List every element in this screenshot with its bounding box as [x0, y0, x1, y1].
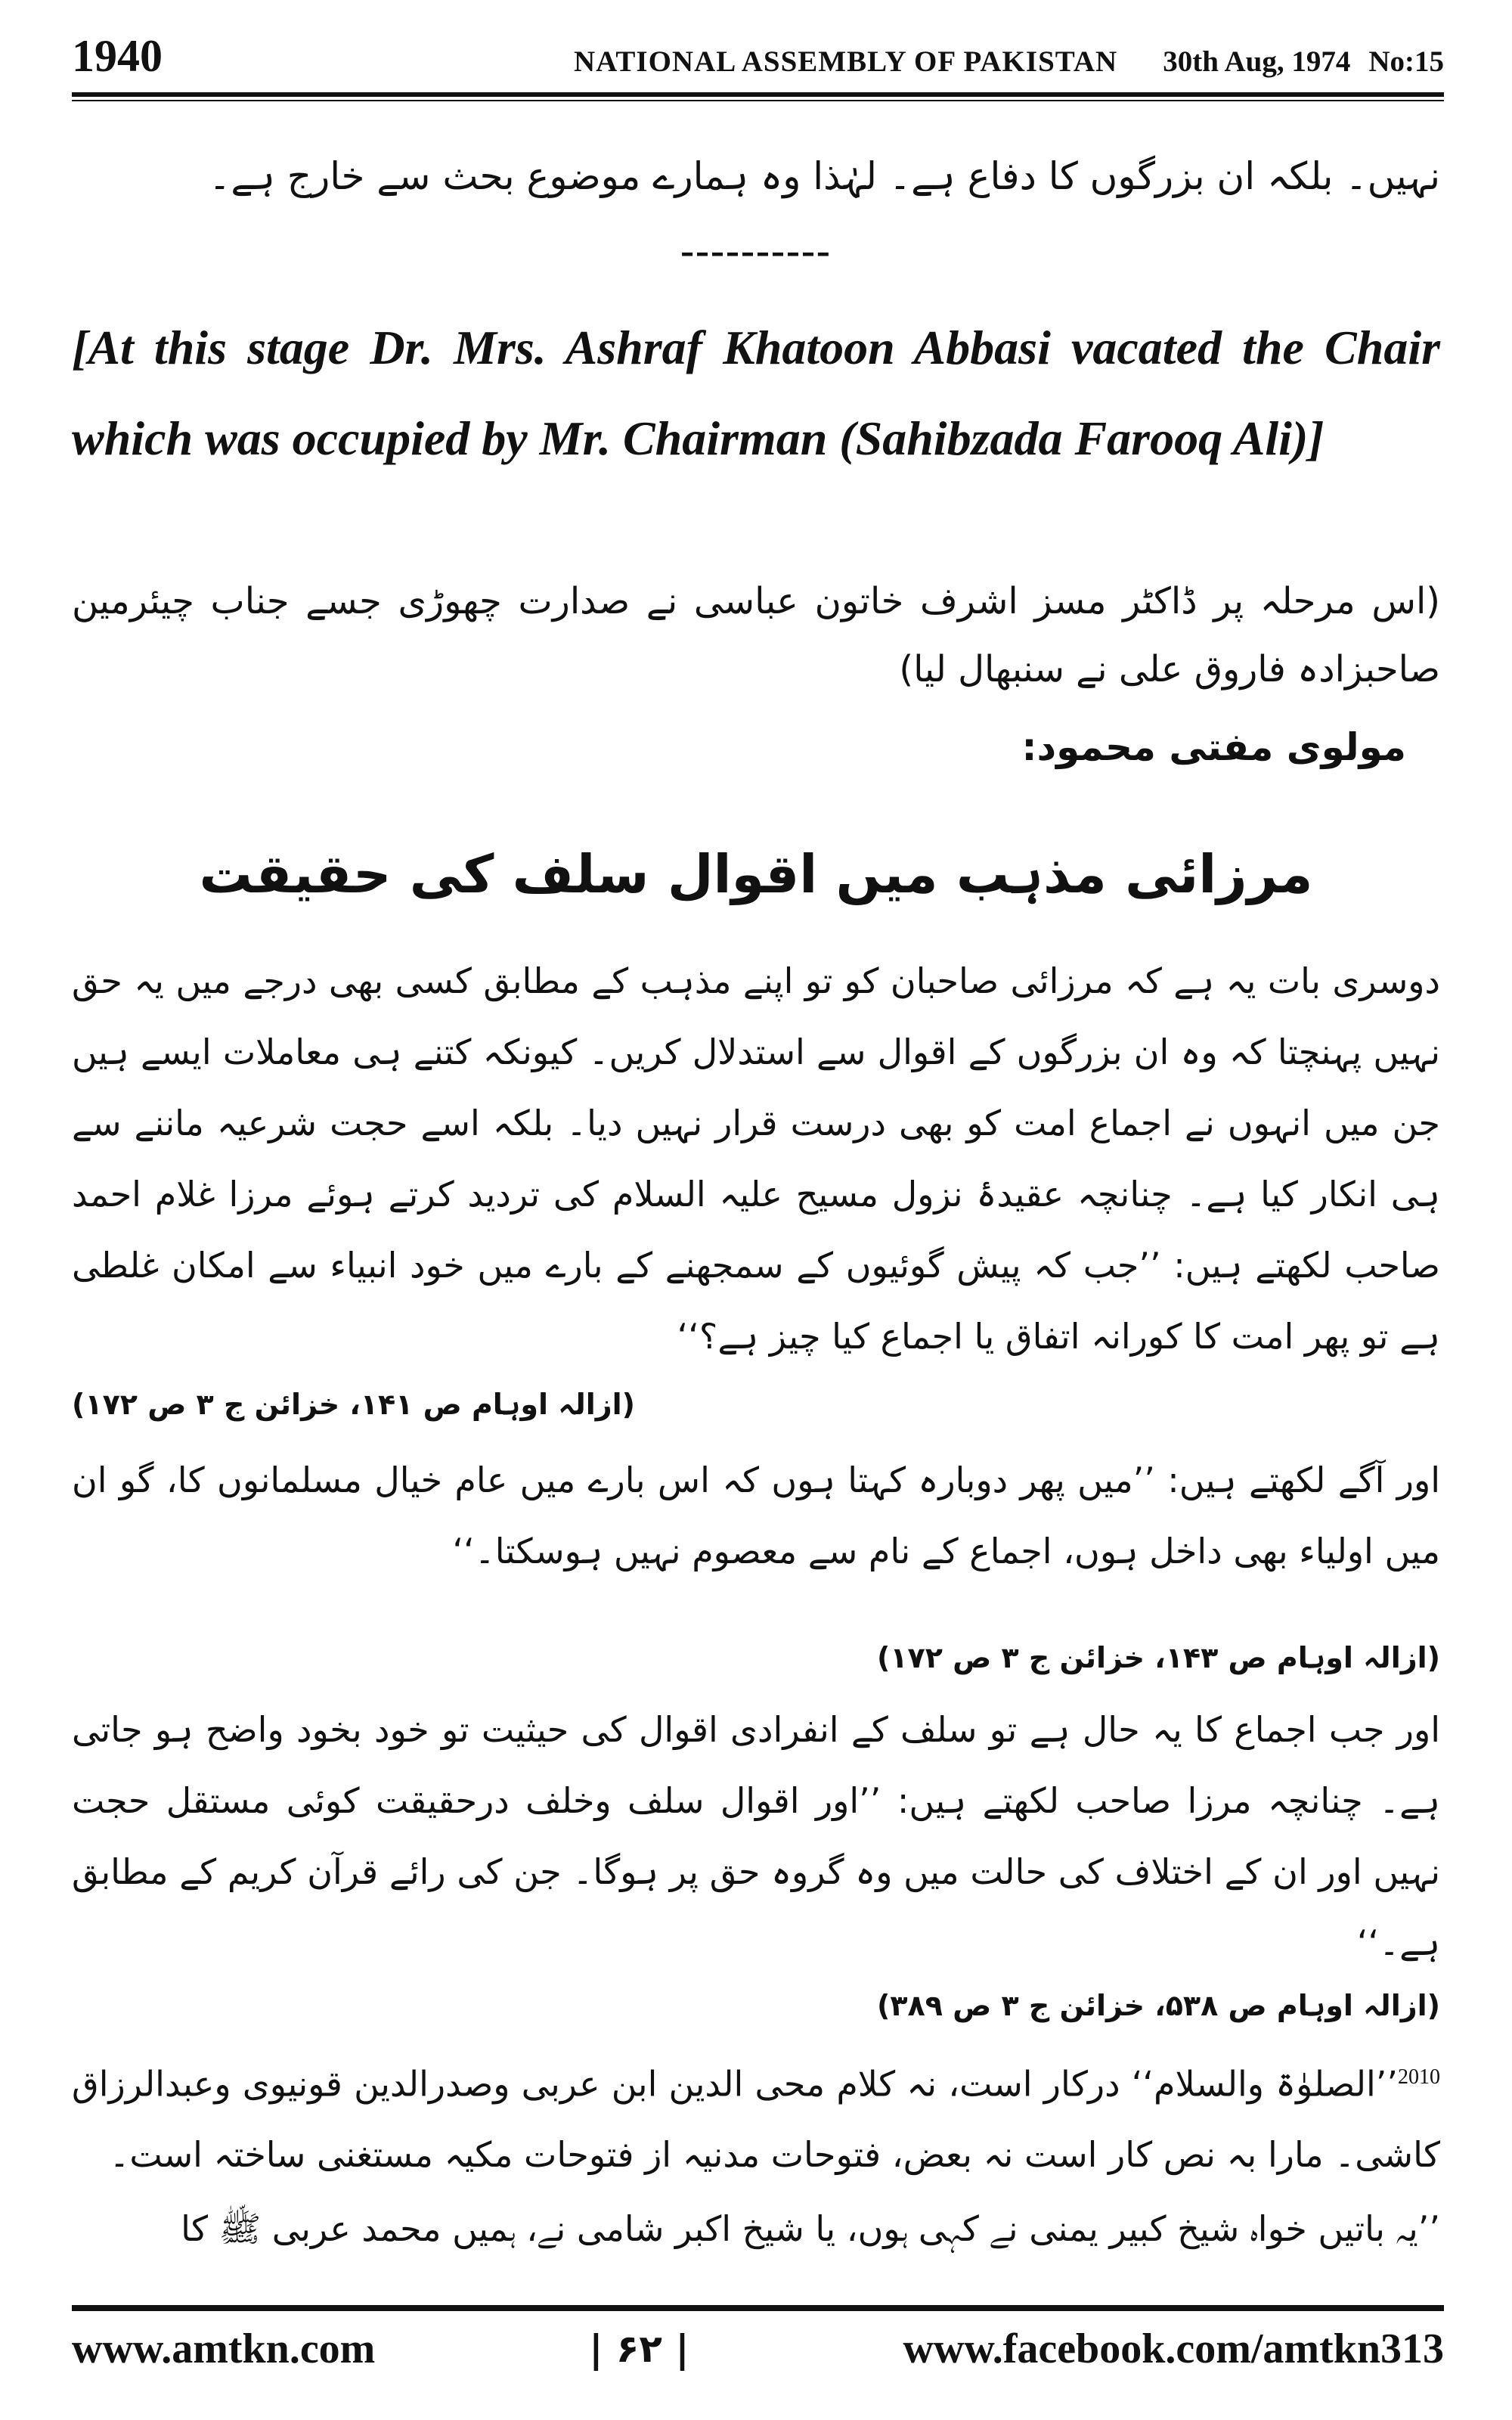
page-number: 1940: [72, 31, 163, 81]
header-title: NATIONAL ASSEMBLY OF PAKISTAN: [573, 45, 1118, 78]
page-footer: [72, 2319, 1444, 2379]
header-issue-number: No:15: [1368, 45, 1444, 78]
speaker-name: مولوی مفتی محمود:: [1021, 725, 1406, 769]
paragraph-1: دوسری بات یہ ہے کہ مرزائی صاحبان کو تو اپنے مذہب کے مطابق کسی بھی درجے میں یہ حق نہیں پہنچتا کہ وہ ان بزرگوں کے اقوال سے استدلال کریں۔ کیونکہ کتنے ہی معاملات ایسے ہیں جن میں انہوں نے اجماع امت کو بھی درست قرار نہیں دیا۔ بلکہ اسے حجت شرعیہ ماننے سے ہی انکار کیا ہے۔ چنانچہ عقیدۂ نزول مسیح علیہ السلام کی تردید کرتے ہوئے مرزا غلام احمد صاحب لکھتے ہیں: ’’جب کہ پیش گوئیوں کے سمجھنے کے بارے میں خود انبیاء سے امکان غلطی ہے تو پھر امت کا کورانہ اتفاق یا اجماع کیا چیز ہے؟‘‘: [72, 960, 1440, 1357]
stage-note-urdu: (اس مرحلہ پر ڈاکٹر مسز اشرف خاتون عباسی نے صدارت چھوڑی جسے جناب چیئرمین صاحبزادہ فاروق علی نے سنبھال لیا): [72, 580, 1440, 690]
header-date: 30th Aug, 1974: [1163, 45, 1351, 78]
footer-rule: [72, 2305, 1444, 2311]
reference-1: (ازالہ اوہام ص ۱۴۱، خزائن ج ۳ ص ۱۷۲): [72, 1388, 636, 1421]
footer-facebook-link[interactable]: www.facebook.com/amtkn313: [903, 2325, 1444, 2372]
section-heading: مرزائی مذہب میں اقوال سلف کی حقیقت: [199, 843, 1313, 905]
footnote-marker: 2010: [1398, 2065, 1440, 2089]
paragraph-5: ’’یہ باتیں خواہ شیخ کبیر یمنی نے کہی ہوں، یا شیخ اکبر شامی نے، ہمیں محمد عربی ﷺ کا: [181, 2208, 1440, 2249]
paragraph-2: اور آگے لکھتے ہیں: ’’میں پھر دوبارہ کہتا ہوں کہ اس بارے میں عام خیال مسلمانوں کا، گو ان میں اولیاء بھی داخل ہوں، اجماع کے نام سے معصوم نہیں ہوسکتا۔‘‘: [72, 1460, 1440, 1571]
stage-note-english: [At this stage Dr. Mrs. Ashraf Khatoon Abbasi vacated the Chair which was occupied by Mr. Chairman (Sahibzada Farooq Ali)]: [72, 321, 1440, 465]
footer-website-link[interactable]: www.amtkn.com: [72, 2325, 376, 2372]
paragraph-3: اور جب اجماع کا یہ حال ہے تو سلف کے انفرادی اقوال کی حیثیت تو خود بخود واضح ہو جاتی ہے۔ چنانچہ مرزا صاحب لکھتے ہیں: ’’اور اقوال سلف وخلف درحقیقت کوئی مستقل حجت نہیں اور ان کے اختلاف کی حالت میں وہ گروہ حق پر ہوگا۔ جن کی رائے قرآن کریم کے مطابق ہے۔‘‘: [72, 1709, 1440, 1963]
opening-line: نہیں۔ بلکہ ان بزرگوں کا دفاع ہے۔ لہٰذا وہ ہمارے موضوع بحث سے خارج ہے۔: [209, 154, 1440, 198]
footer-page-number: | ۶۲ |: [589, 2327, 689, 2371]
reference-3: (ازالہ اوہام ص ۵۳۸، خزائن ج ۳ ص ۳۸۹): [876, 1989, 1440, 2022]
paragraph-4-text: ’’الصلوٰۃ والسلام‘‘ درکار است، نہ کلام محی الدین ابن عربی وصدرالدین قونیوی وعبدالرزاق کاشی۔ مارا بہ نص کار است نہ بعض، فتوحات مدنیہ از فتوحات مکیہ مستغنی ساختہ است۔: [72, 2063, 1440, 2176]
separator: ----------: [680, 228, 832, 273]
header-rule: [72, 92, 1444, 101]
page-header: [72, 30, 1444, 91]
paragraph-4: [72, 2042, 1440, 2190]
reference-2: (ازالہ اوہام ص ۱۴۳، خزائن ج ۳ ص ۱۷۲): [876, 1641, 1440, 1674]
